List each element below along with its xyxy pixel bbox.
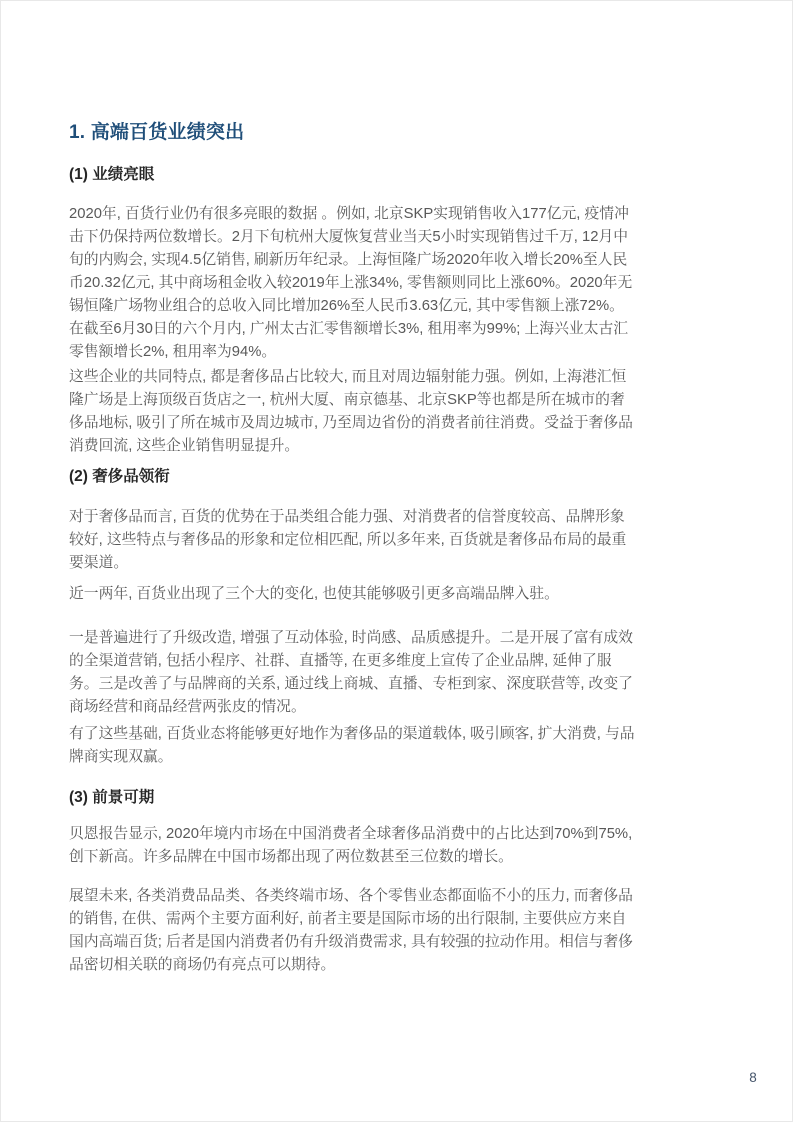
paragraph-luxury-4: 有了这些基础, 百货业态将能够更好地作为奢侈品的渠道载体, 吸引顾客, 扩大消费, 与品牌商实现双赢。 xyxy=(69,726,635,765)
subheading-outlook: (3) 前景可期 xyxy=(69,789,155,806)
paragraph-performance-2: 这些企业的共同特点, 都是奢侈品占比较大, 而且对周边辐射能力强。例如, 上海港汇恒隆广场是上海顶级百货店之一, 杭州大厦、南京德基、北京SKP等也都是所在城市的奢侈品地标, 吸引了所在城市及周边城市, 乃至周边省份的消费者前往消费。受益于奢侈品消费回流, 这些企业销售明显提升。 xyxy=(69,369,633,454)
paragraph-luxury-2: 近一两年, 百货业出现了三个大的变化, 也使其能够吸引更多高端品牌入驻。 xyxy=(69,586,559,602)
paragraph-luxury-1: 对于奢侈品而言, 百货的优势在于品类组合能力强、对消费者的信誉度较高、品牌形象较好, 这些特点与奢侈品的形象和定位相匹配, 所以多年来, 百货就是奢侈品布局的最重要渠道。 xyxy=(69,509,627,571)
paragraph-luxury-3: 一是普遍进行了升级改造, 增强了互动体验, 时尚感、品质感提升。二是开展了富有成效的全渠道营销, 包括小程序、社群、直播等, 在更多维度上宣传了企业品牌, 延伸了服务。三是改善了与品牌商的关系, 通过线上商城、直播、专柜到家、深度联营等, 改变了商场经营和商品经营两张皮的情况。 xyxy=(69,630,633,715)
page-number: 8 xyxy=(749,1070,757,1085)
paragraph-outlook-2: 展望未来, 各类消费品品类、各类终端市场、各个零售业态都面临不小的压力, 而奢侈品的销售, 在供、需两个主要方面利好, 前者主要是国际市场的出行限制, 主要供应方来自国内高端百货; 后者是国内消费者仍有升级消费需求, 具有较强的拉动作用。相信与奢侈品密切相关联的商场仍有亮点可以期待。 xyxy=(69,888,633,973)
subheading-luxury: (2) 奢侈品领衔 xyxy=(69,468,170,485)
paragraph-performance-1: 2020年, 百货行业仍有很多亮眼的数据 。例如, 北京SKP实现销售收入177亿元, 疫情冲击下仍保持两位数增长。2月下旬杭州大厦恢复营业当天5小时实现销售过千万, 12月中旬的内购会, 实现4.5亿销售, 刷新历年纪录。上海恒隆广场2020年收入增长20%至人民币20.32亿元, 其中商场租金收入较2019年上涨34%, 零售额则同比上涨60%。2020年无锡恒隆广场物业组合的总收入同比增加26%至人民币3.63亿元, 其中零售额上涨72%。在截至6月30日的六个月内, 广州太古汇零售额增长3%, 租用率为99%; 上海兴业太古汇零售额增长2%, 租用率为94%。 xyxy=(69,206,633,360)
page-title: 1. 高端百货业绩突出 xyxy=(69,122,245,143)
paragraph-outlook-1: 贝恩报告显示, 2020年境内市场在中国消费者全球奢侈品消费中的占比达到70%到75%, 创下新高。许多品牌在中国市场都出现了两位数甚至三位数的增长。 xyxy=(69,826,633,865)
subheading-performance: (1) 业绩亮眼 xyxy=(69,166,155,183)
